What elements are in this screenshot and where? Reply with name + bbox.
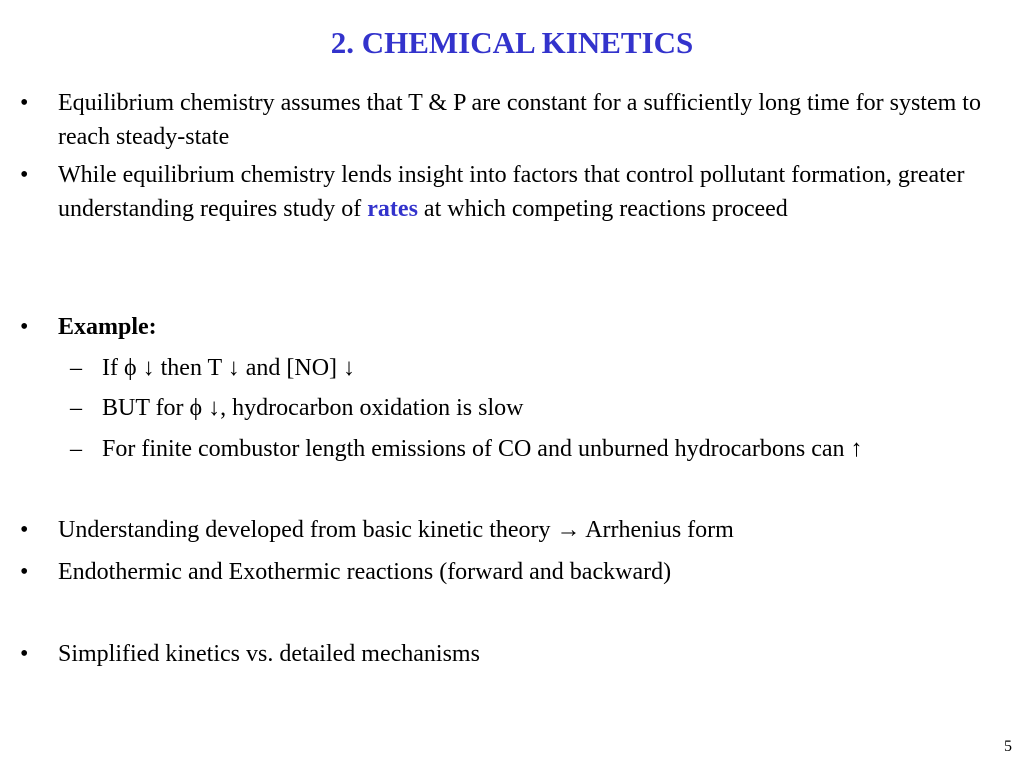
bullet-text: Simplified kinetics vs. detailed mechanisms (58, 641, 480, 667)
bullet-mark: • (20, 559, 29, 585)
sub-item-combustor-length (70, 432, 1015, 466)
sub-item-text: If ϕ ↓ then T ↓ and [NO] ↓ (102, 355, 356, 381)
sub-item-text: For finite combustor length emissions of CO and unburned hydrocarbons can ↑ (102, 436, 863, 462)
highlight-rates: rates (367, 196, 418, 222)
slide-title: 2. CHEMICAL KINETICS (330, 25, 694, 60)
bullet-text (58, 158, 1010, 226)
sub-item-phi-decrease (70, 351, 1015, 385)
dash-mark: – (70, 395, 82, 421)
bullet-rates-insight (20, 158, 1010, 226)
bullet-kinetic-theory (20, 513, 1010, 547)
example-heading: Example: (58, 314, 157, 340)
bullet-mark: • (20, 517, 29, 543)
bullet-endo-exothermic (20, 555, 1010, 589)
bullet-mark: • (20, 162, 29, 188)
bullet-text: Endothermic and Exothermic reactions (forward and backward) (58, 559, 672, 585)
dash-mark: – (70, 355, 82, 381)
bullet-mark: • (20, 314, 29, 340)
page-number: 5 (1004, 738, 1012, 755)
bullet-equilibrium-assumption (20, 86, 1010, 154)
bullet-example (20, 310, 1010, 344)
bullet-text-after: at which competing reactions proceed (417, 196, 788, 222)
bullet-text-before: While equilibrium chemistry lends insight into factors that control pollutant formation, greater understanding requires study of (58, 162, 965, 222)
sub-item-text: BUT for ϕ ↓, hydrocarbon oxidation is slow (102, 395, 524, 421)
bullet-mark: • (20, 641, 29, 667)
bullet-text: Equilibrium chemistry assumes that T & P are constant for a sufficiently long time for system to reach steady-state (58, 90, 981, 150)
bullet-simplified-kinetics (20, 637, 1010, 671)
bullet-text: Understanding developed from basic kinetic theory → Arrhenius form (58, 517, 734, 543)
bullet-mark: • (20, 90, 29, 116)
dash-mark: – (70, 436, 82, 462)
sub-item-hydrocarbon-oxidation (70, 391, 1015, 425)
